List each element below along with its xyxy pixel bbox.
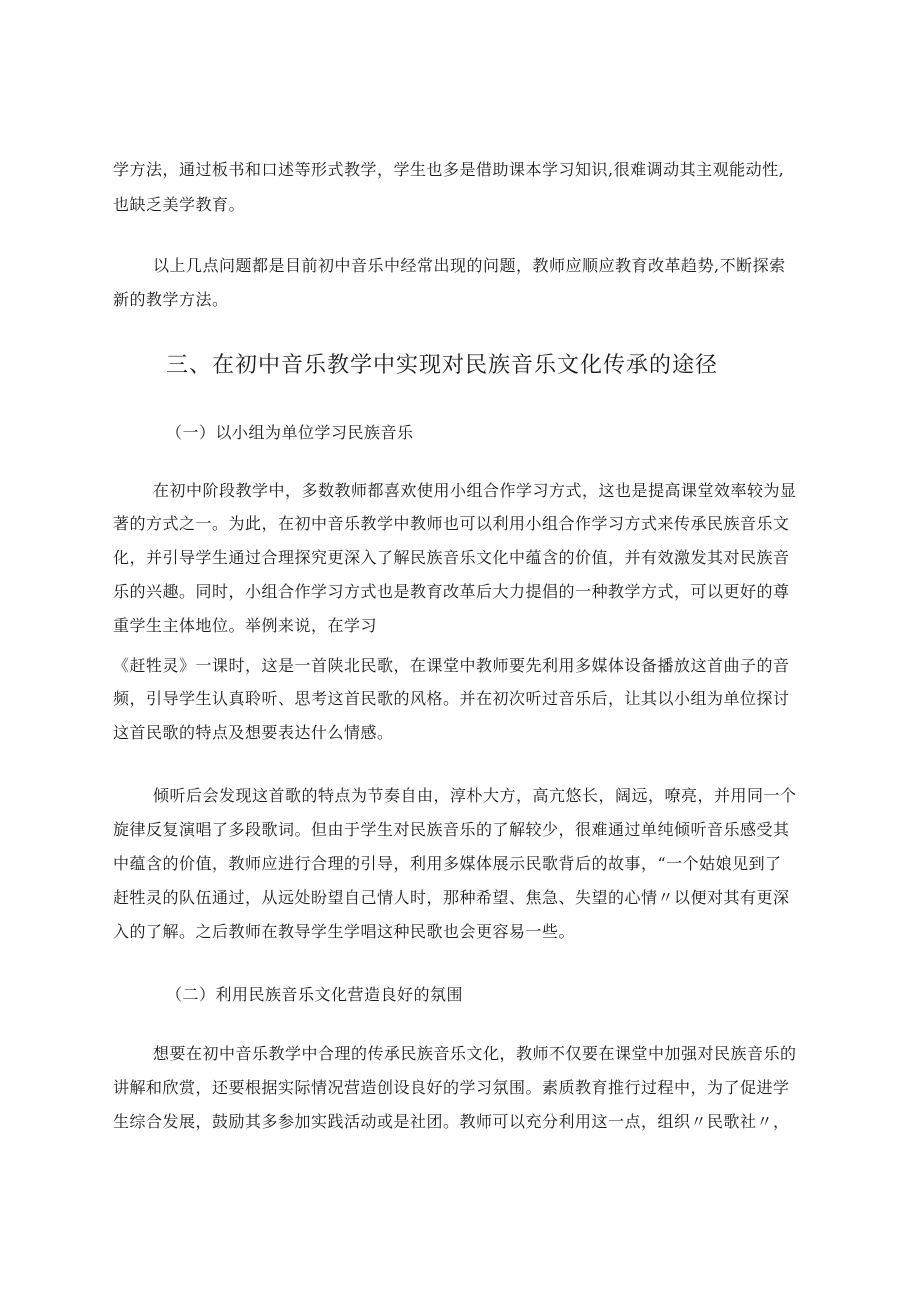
paragraph-line: 生综合发展，鼓励其多参加实践活动或是社团。教师可以充分利用这一点，组织〃民歌社〃， <box>113 1112 790 1131</box>
paragraph-line: 入的了解。之后教师在教导学生学唱这种民歌也会更容易一些。 <box>113 922 576 941</box>
paragraph-line: 学方法，通过板书和口述等形式教学，学生也多是借助课本学习知识,很难调动其主观能动性, <box>113 160 785 179</box>
subsection-title: （二）利用民族音乐文化营造良好的氛围 <box>166 985 464 1004</box>
paragraph-line: 也缺乏美学教育。 <box>113 195 246 214</box>
paragraph-line: 乐的兴趣。同时，小组合作学习方式也是教育改革后大力提倡的一种教学方式，可以更好的尊 <box>113 582 790 601</box>
paragraph-line: 想要在初中音乐教学中合理的传承民族音乐文化，教师不仅要在课堂中加强对民族音乐的 <box>153 1044 797 1063</box>
paragraph-line: 这首民歌的特点及想要表达什么情感。 <box>113 723 394 742</box>
paragraph-line: 著的方式之一。为此，在初中音乐教学中教师也可以利用小组合作学习方式来传承民族音乐文 <box>113 514 790 533</box>
paragraph-line: 倾听后会发现这首歌的特点为节奏自由，淳朴大方，高亢悠长，阔远，嘹亮，并用同一个 <box>153 786 797 805</box>
paragraph-line: 在初中阶段教学中，多数教师都喜欢使用小组合作学习方式，这也是提高课堂效率较为显 <box>153 481 797 500</box>
paragraph-line: 讲解和欣赏，还要根据实际情况营造创设良好的学习氛围。素质教育推行过程中，为了促进学 <box>113 1078 790 1097</box>
subsection-title: （一）以小组为单位学习民族音乐 <box>166 423 414 442</box>
paragraph-line: 频，引导学生认真聆听、思考这首民歌的风格。并在初次听过音乐后，让其以小组为单位探讨 <box>113 689 790 708</box>
section-heading: 三、在初中音乐教学中实现对民族音乐文化传承的途径 <box>166 353 719 378</box>
paragraph-line: 中蕴含的价值，教师应进行合理的引导，利用多媒体展示民歌背后的故事，“一个姑娘见到了 <box>113 854 782 873</box>
paragraph-line: 旋律反复演唱了多段歌词。但由于学生对民族音乐的了解较少，很难通过单纯倾听音乐感受其 <box>113 820 790 839</box>
paragraph-line: 重学生主体地位。举例来说，在学习 <box>113 616 378 635</box>
paragraph-line: 《赶牲灵》一课时，这是一首陕北民歌，在课堂中教师要先利用多媒体设备播放这首曲子的音 <box>113 656 790 675</box>
paragraph-line: 化，并引导学生通过合理探究更深入了解民族音乐文化中蕴含的价值，并有效激发其对民族音 <box>113 548 790 567</box>
paragraph-line: 以上几点问题都是目前初中音乐中经常出现的问题，教师应顺应教育改革趋势,不断探索 <box>153 256 786 275</box>
paragraph-line: 赶牲灵的队伍通过，从远处盼望自己情人时，那种希望、焦急、失望的心情〃以便对其有更深 <box>113 888 790 907</box>
paragraph-line: 新的教学方法。 <box>113 290 229 309</box>
